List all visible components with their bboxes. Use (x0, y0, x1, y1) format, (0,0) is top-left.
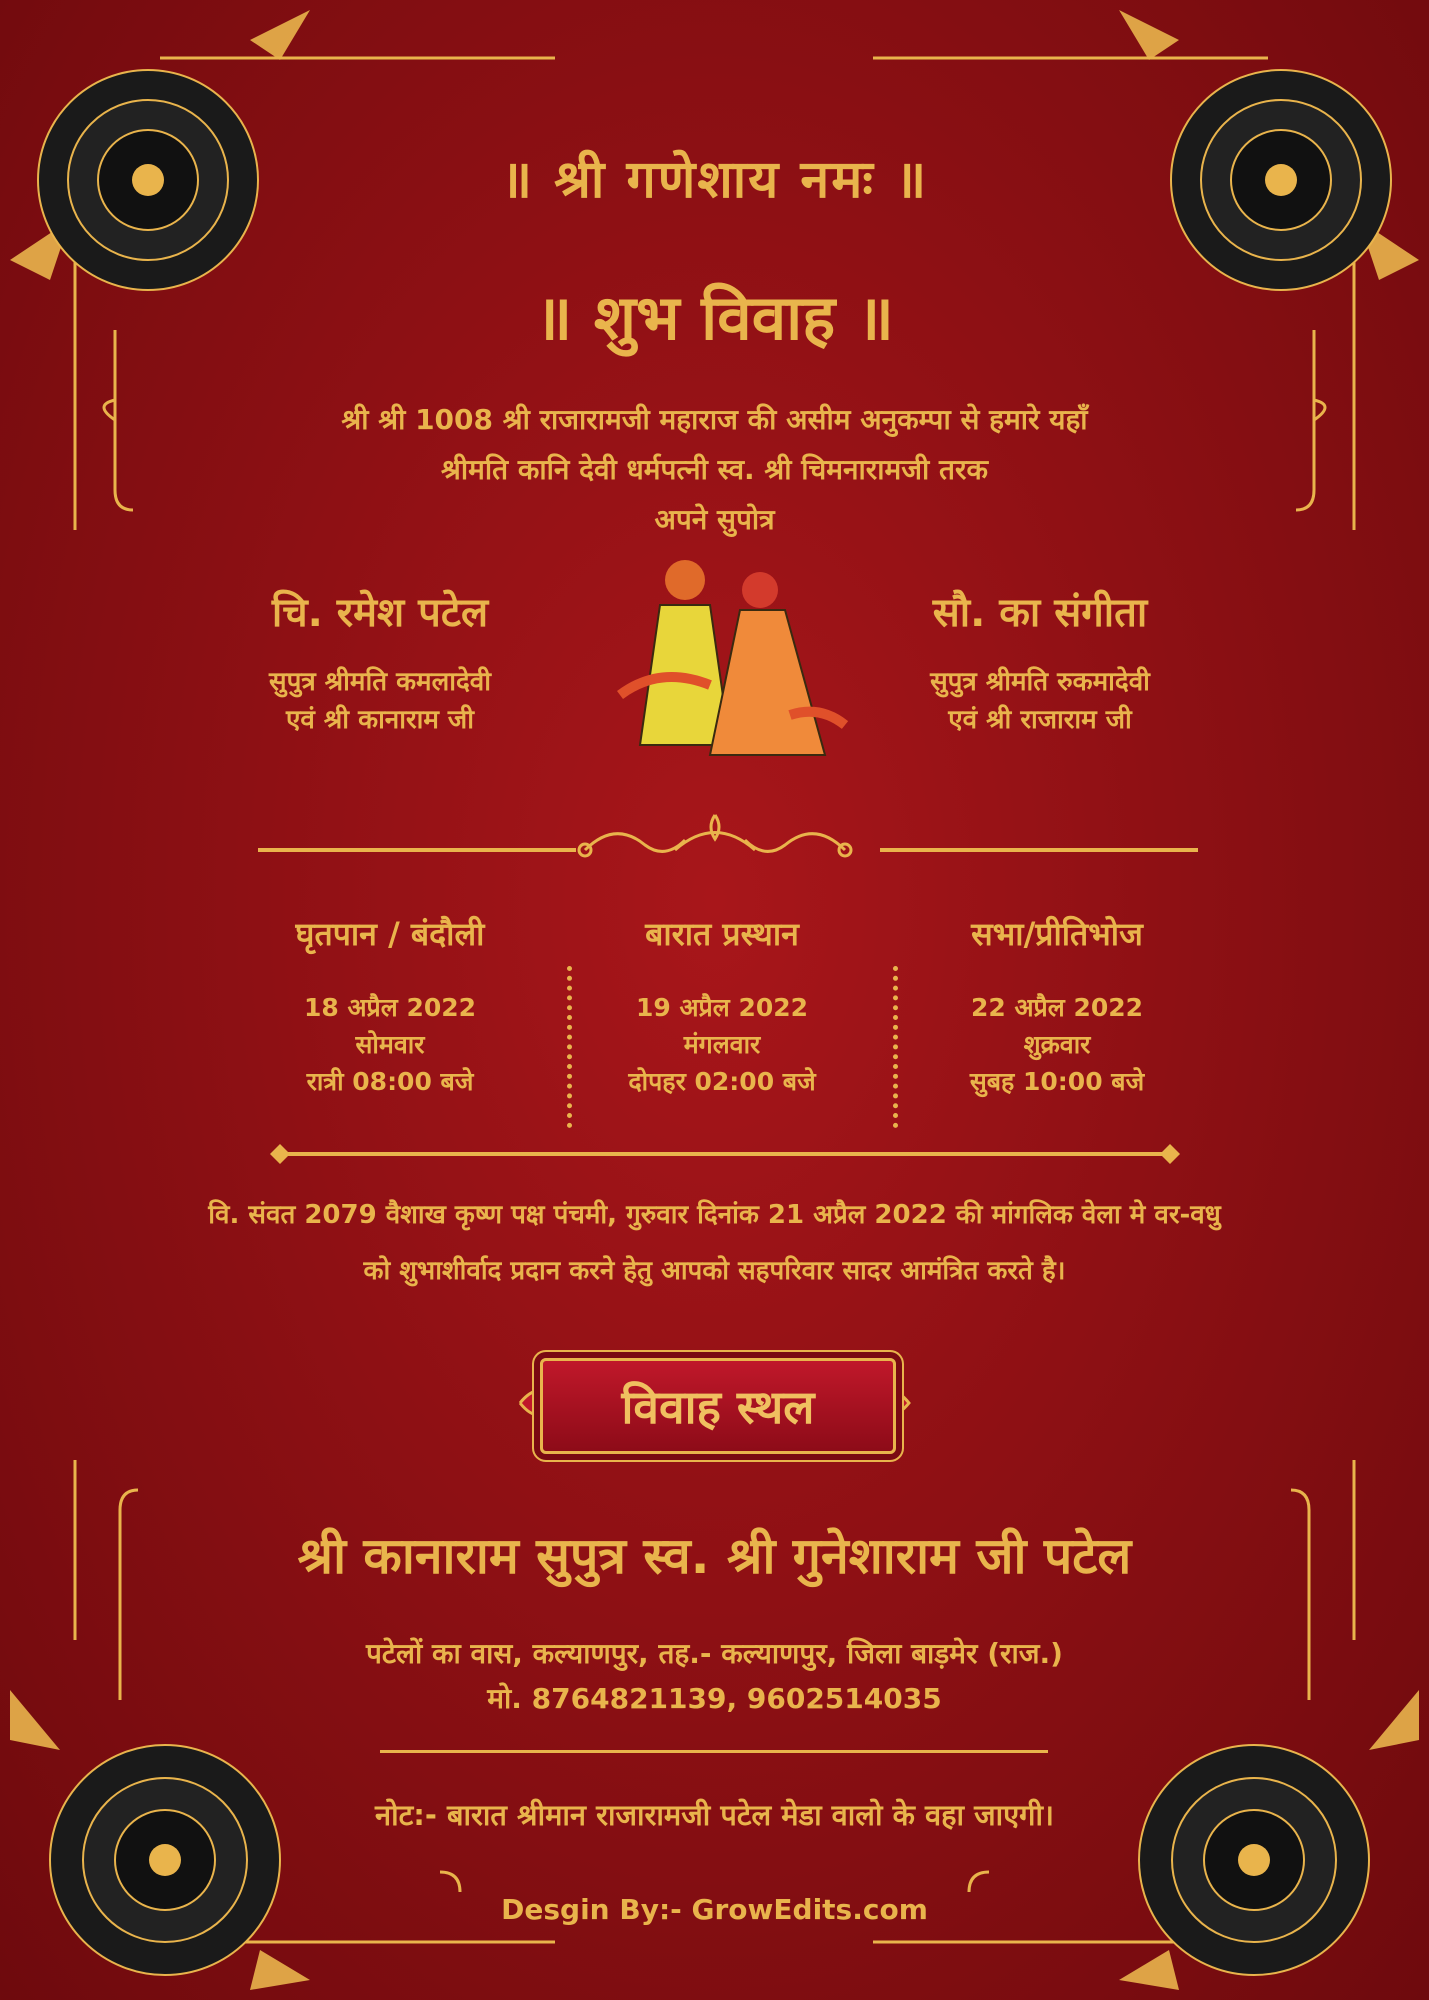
divider-ornament (565, 795, 865, 875)
shubh-vivah-title: ॥ शुभ विवाह ॥ (535, 281, 894, 354)
events-bottom-rule (278, 1152, 1170, 1156)
event-3-date: 22 अप्रैल 2022 (970, 993, 1144, 1022)
invitation-line-2: को शुभाशीर्वाद प्रदान करने हेतु आपको सहपरिवार सादर आमंत्रित करते है। (363, 1256, 1066, 1286)
venue-phone: मो. 8764821139, 9602514035 (487, 1682, 942, 1715)
event-2-title: बारात प्रस्थान (645, 915, 799, 953)
bride-parents-line-2: एवं श्री राजाराम जी (948, 705, 1132, 735)
invitation-line-1: वि. संवत 2079 वैशाख कृष्ण पक्ष पंचमी, गुरुवार दिनांक 21 अप्रैल 2022 की मांगलिक वेला मे वर-वधु (208, 1200, 1221, 1230)
event-1-time: रात्री 08:00 बजे (306, 1067, 474, 1096)
ganesh-invocation: ॥ श्री गणेशाय नमः ॥ (500, 150, 929, 210)
bride-parents-line-1: सुपुत्र श्रीमति रुकमादेवी (930, 667, 1150, 697)
venue-address: पटेलों का वास, कल्याणपुर, तह.- कल्याणपुर, जिला बाड़मेर (राज.) (366, 1637, 1063, 1670)
venue-badge: विवाह स्थल (540, 1358, 896, 1454)
event-2-day: मंगलवार (683, 1030, 761, 1059)
event-3-day: शुक्रवार (1023, 1030, 1091, 1059)
event-1-day: सोमवार (355, 1030, 425, 1059)
design-credit: Desgin By:- GrowEdits.com (501, 1893, 928, 1926)
event-3-title: सभा/प्रीतिभोज (971, 915, 1143, 953)
event-2-time: दोपहर 02:00 बजे (628, 1067, 816, 1096)
event-1-title: घृतपान / बंदौली (295, 915, 485, 953)
intro-line-3: अपने सुपोत्र (654, 503, 775, 536)
event-3-time: सुबह 10:00 बजे (969, 1067, 1145, 1096)
bride-name: सौ. का संगीता (932, 590, 1148, 636)
diamond-left (270, 1144, 290, 1164)
note-text: नोट:- बारात श्रीमान राजारामजी पटेल मेडा वालो के वहा जाएगी। (375, 1798, 1054, 1832)
event-1-date: 18 अप्रैल 2022 (303, 993, 477, 1022)
intro-line-2: श्रीमति कानि देवी धर्मपत्नी स्व. श्री चिमनारामजी तरक (441, 453, 988, 486)
intro-line-1: श्री श्री 1008 श्री राजारामजी महाराज की असीम अनुकम्पा से हमारे यहाँ (341, 403, 1088, 436)
couple-illustration (590, 545, 860, 775)
event-separator-2 (893, 966, 898, 1128)
note-rule (380, 1750, 1048, 1753)
divider-left (258, 848, 576, 852)
groom-parents-line-1: सुपुत्र श्रीमति कमलादेवी (269, 667, 491, 697)
diamond-right (1160, 1144, 1180, 1164)
event-2-date: 19 अप्रैल 2022 (635, 993, 809, 1022)
groom-name: चि. रमेश पटेल (271, 590, 489, 636)
venue-host: श्री कानाराम सुपुत्र स्व. श्री गुनेशाराम जी पटेल (297, 1527, 1132, 1585)
groom-parents-line-2: एवं श्री कानाराम जी (286, 705, 474, 735)
divider-right (880, 848, 1198, 852)
